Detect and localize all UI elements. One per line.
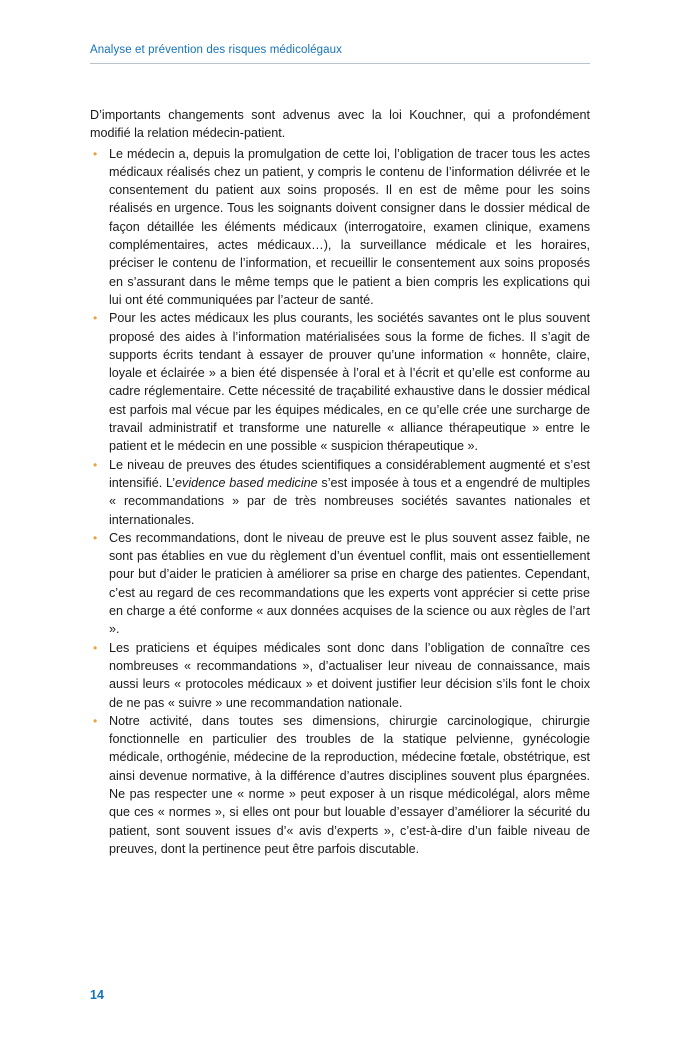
list-item	[90, 145, 590, 310]
list-item-text-part: s’est imposée à tous et a engendré de multiples « recommandations » par de très nombreuses sociétés savantes nationales et internationales.	[109, 475, 591, 527]
list-item-text: Ces recommandations, dont le niveau de preuve est le plus souvent assez faible, ne sont pas établies en vue du règlement d’un éventuel conflit, mais ont essentiellement pour but d’aider le praticien à améliorer sa prise en charge des patientes. Cependant, c’est au regard de ces recommandations que les experts vont apprécier si cette prise en charge a été conforme « aux données acquises de la science ou aux règles de l’art ».	[109, 530, 590, 637]
bullet-list	[90, 145, 590, 859]
list-item-text: Le médecin a, depuis la promulgation de cette loi, l’obligation de tracer tous les actes médicaux réalisés chez un patient, y compris le contenu de l’information délivrée et le consentement du patient aux soins proposés. Il en est de même pour les soins réalisés en urgence. Tous les soignants doivent consigner dans le dossier médical de façon détaillée les éléments médicaux (interrogatoire, examen clinique, examens complémentaires, actes médicaux…), la surveillance médicale et les horaires, préciser le contenu de l’information, et recueillir le consentement aux soins proposés en s’assurant dans le même temps que le patient a bien compris les explications qui lui ont été communiquées par l’acteur de santé.	[109, 146, 590, 307]
list-item-text: Pour les actes médicaux les plus courants, les sociétés savantes ont le plus souvent proposé des aides à l’information matérialisées sous la forme de fiches. Il s’agit de supports écrits tendant à essayer de prouver qu’une information « honnête, claire, loyale et éclairée » a bien été dispensée à l’oral et à l’écrit et qu’elle est conforme au cadre réglementaire. Cette nécessité de traçabilité exhaustive dans le dossier médical est parfois mal vécue par les équipes médicales, en ce qu’elle crée une surcharge de travail administratif et transforme une naturelle « alliance thérapeutique » entre le patient et le médecin en une possible « suspicion thérapeutique ».	[109, 311, 590, 454]
page-header	[90, 44, 590, 64]
bullet-icon: •	[93, 640, 98, 655]
bullet-icon: •	[93, 713, 98, 728]
bullet-icon: •	[93, 457, 98, 472]
list-item-text: Notre activité, dans toutes ses dimensions, chirurgie carcinologique, chirurgie fonctionnelle en particulier des troubles de la statique pelvienne, gynécologie médicale, orthogénie, médecine de la reproduction, médecine fœtale, obstétrique, est ainsi devenue normative, à la différence d’autres disciplines souvent plus épargnées. Ne pas respecter une « norme » peut exposer à un risque médicolégal, alors même que ces « normes », si elles ont pour but louable d’essayer d’améliorer la sécurité du patient, sont souvent issues d’« avis d’experts », c’est-à-dire d’un faible niveau de preuves, dont la pertinence peut être parfois discutable.	[109, 713, 590, 856]
bullet-icon: •	[93, 530, 98, 545]
list-item	[90, 712, 590, 858]
bullet-icon: •	[93, 311, 98, 326]
bullet-icon: •	[93, 146, 98, 161]
intro-paragraph: D’importants changements sont advenus avec la loi Kouchner, qui a profondément modifié la relation médecin-patient.	[90, 108, 590, 141]
list-item-text-part: Le niveau de preuves des études scientifiques a considérablement augmenté et s’est intensifié. L’	[109, 457, 590, 490]
page-content	[90, 106, 590, 858]
header-divider	[90, 63, 590, 64]
list-item-text: Les praticiens et équipes médicales sont donc dans l’obligation de connaître ces nombreuses « recommandations », d’actualiser leur niveau de connaissance, mais aussi leurs « protocoles médicaux » et doivent justifier leur décision s’ils font le choix de ne pas « suivre » une recommandation nationale.	[109, 640, 590, 710]
list-item	[90, 456, 590, 529]
page-number: 14	[90, 988, 104, 1002]
running-title: Analyse et prévention des risques médicolégaux	[90, 44, 343, 56]
list-item	[90, 529, 590, 639]
list-item-text-emphasis: evidence based medicine	[175, 475, 318, 490]
list-item	[90, 639, 590, 712]
list-item	[90, 309, 590, 455]
list-item-text	[109, 456, 590, 529]
